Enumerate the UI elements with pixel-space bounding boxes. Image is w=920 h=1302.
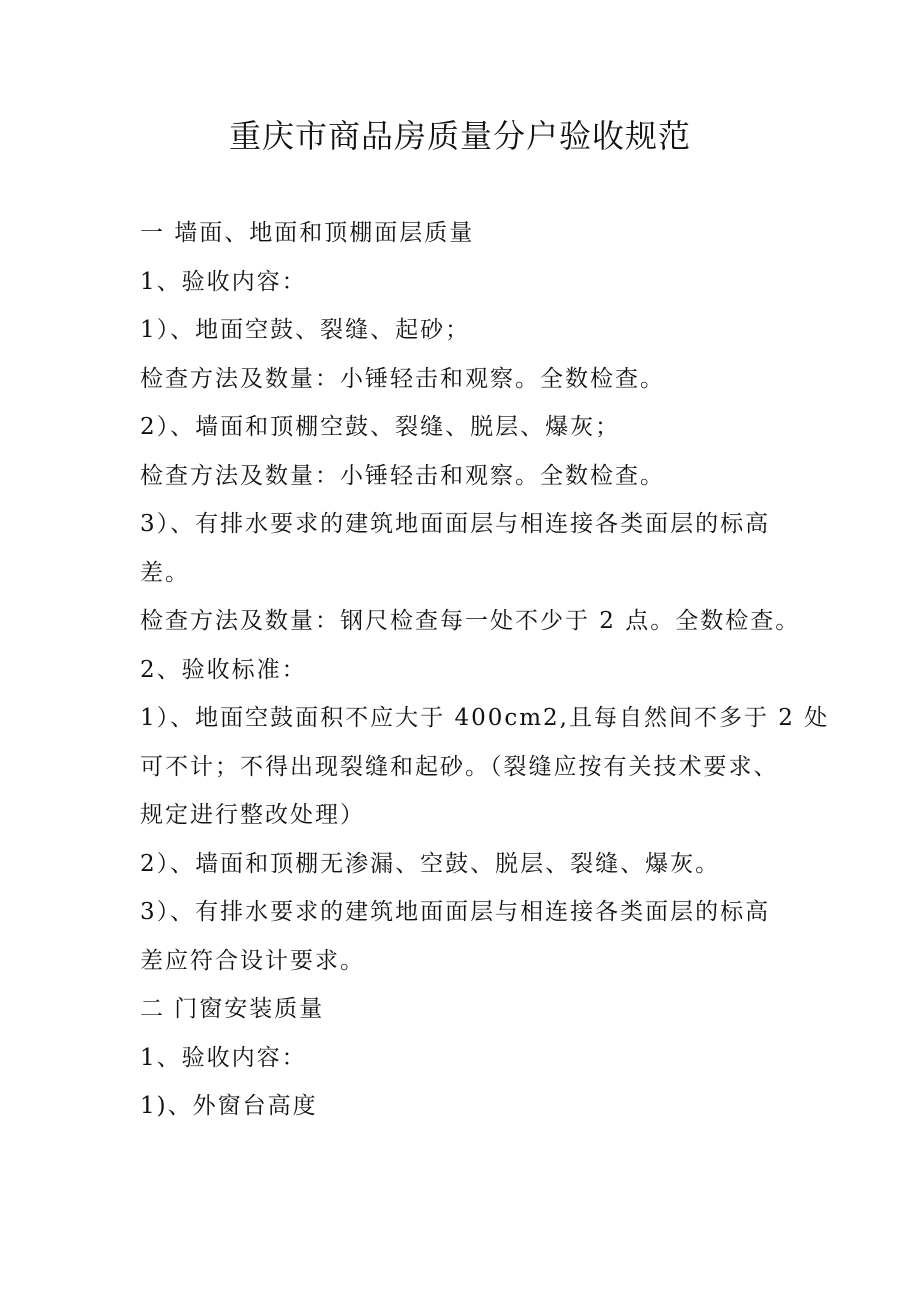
section-heading: 一 墙面、地面和顶棚面层质量 [140, 220, 475, 246]
document-body [140, 209, 830, 1131]
paragraph-line: 1）、地面空鼓面积不应大于 400cm2,且每自然间不多于 2 处 [140, 705, 830, 731]
paragraph-line: 差。 [140, 559, 190, 586]
paragraph-line: 1）、地面空鼓、裂缝、起砂； [140, 317, 471, 343]
document-title: 重庆市商品房质量分户验收规范 [228, 117, 691, 155]
paragraph-line: 可不计；不得出现裂缝和起砂。（裂缝应按有关技术要求、 [140, 753, 779, 780]
paragraph-line: 3）、有排水要求的建筑地面面层与相连接各类面层的标高 [140, 899, 771, 925]
subsection-heading: 1、验收内容： [140, 1044, 307, 1071]
subsection-heading: 1、验收内容： [140, 268, 307, 295]
paragraph-line: 检查方法及数量：小锤轻击和观察。全数检查。 [140, 365, 665, 392]
paragraph-line: 差应符合设计要求。 [140, 947, 365, 974]
paragraph-line: 检查方法及数量：小锤轻击和观察。全数检查。 [140, 462, 665, 489]
paragraph-line: 2）、墙面和顶棚空鼓、裂缝、脱层、爆灰； [140, 414, 621, 440]
paragraph-line: 2）、墙面和顶棚无渗漏、空鼓、脱层、裂缝、爆灰。 [140, 850, 721, 877]
paragraph-line: 3）、有排水要求的建筑地面面层与相连接各类面层的标高 [140, 511, 771, 537]
section-heading: 二 门窗安装质量 [140, 996, 325, 1022]
paragraph-line: 1)、外窗台高度 [140, 1093, 318, 1119]
subsection-heading: 2、验收标准： [140, 656, 307, 683]
paragraph-line: 规定进行整改处理） [140, 802, 365, 828]
paragraph-line: 检查方法及数量：钢尺检查每一处不少于 2 点。全数检查。 [140, 608, 801, 634]
